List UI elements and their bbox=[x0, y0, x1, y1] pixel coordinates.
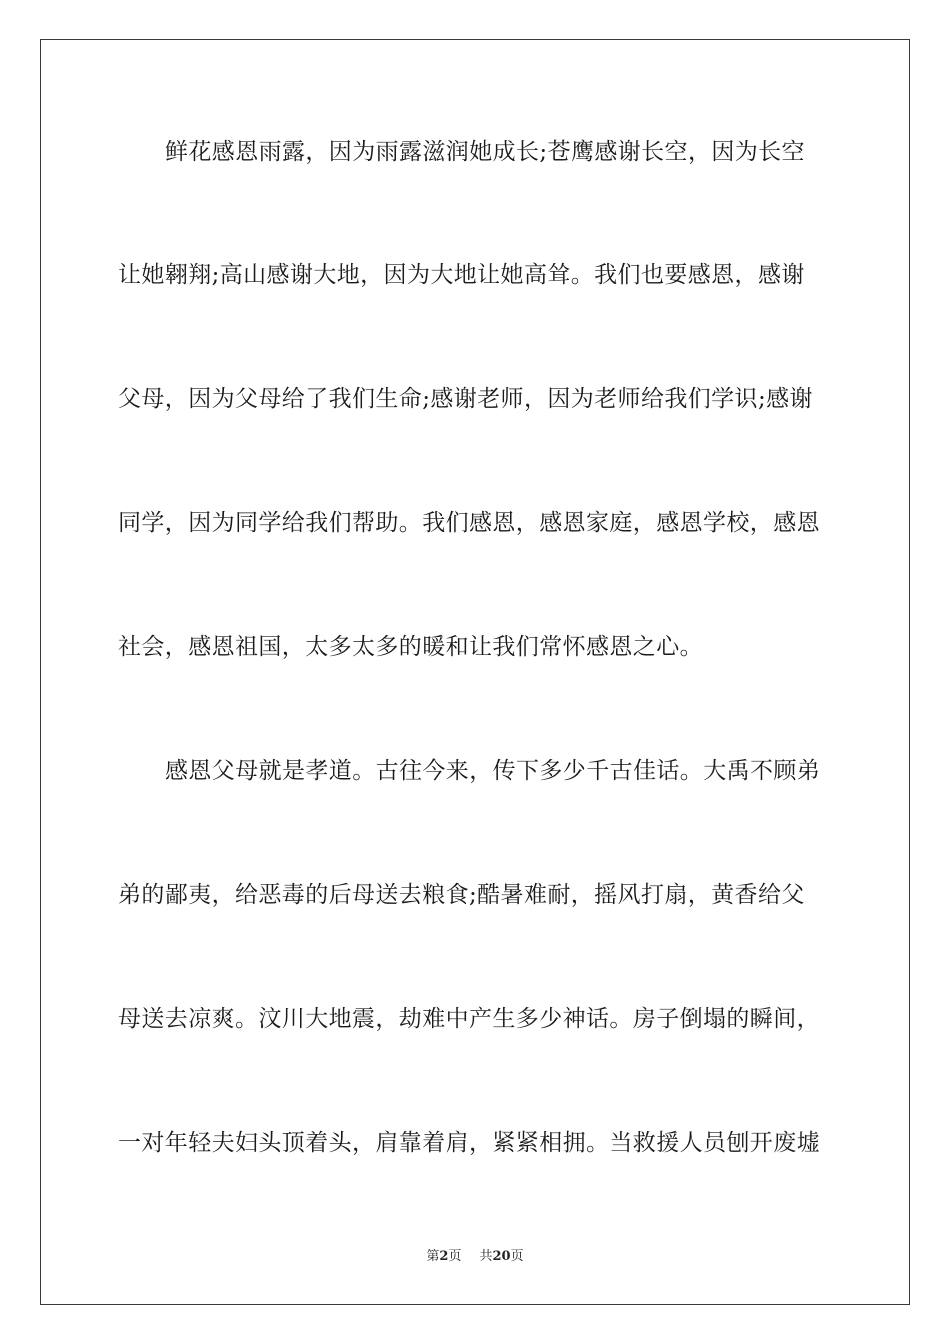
text-line: 同学，因为同学给我们帮助。我们感恩，感恩家庭，感恩学校，感恩 bbox=[118, 510, 820, 536]
text-line: 父母，因为父母给了我们生命;感谢老师，因为老师给我们学识;感谢 bbox=[118, 386, 813, 412]
total-pages-indicator: 共20页 bbox=[479, 1249, 524, 1264]
text-line: 社会，感恩祖国，太多太多的暖和让我们常怀感恩之心。 bbox=[118, 634, 703, 660]
text-line: 弟的鄙夷，给恶毒的后母送去粮食;酷暑难耐，摇风打扇，黄香给父 bbox=[118, 882, 805, 908]
text-line: 让她翱翔;高山感谢大地，因为大地让她高耸。我们也要感恩，感谢 bbox=[118, 262, 805, 288]
text-line: 母送去凉爽。汶川大地震，劫难中产生多少神话。房子倒塌的瞬间， bbox=[118, 1006, 820, 1032]
page-footer bbox=[0, 1248, 950, 1266]
page-indicator: 第2页 bbox=[426, 1249, 462, 1264]
total-page-count: 20 bbox=[492, 1249, 511, 1264]
text-line: 感恩父母就是孝道。古往今来，传下多少千古佳话。大禹不顾弟 bbox=[165, 758, 821, 784]
text-line: 鲜花感恩雨露，因为雨露滋润她成长;苍鹰感谢长空，因为长空 bbox=[165, 139, 805, 165]
current-page-number: 2 bbox=[439, 1249, 449, 1264]
page-border bbox=[40, 39, 910, 1305]
text-line: 一对年轻夫妇头顶着头，肩靠着肩，紧紧相拥。当救援人员刨开废墟 bbox=[118, 1130, 820, 1156]
